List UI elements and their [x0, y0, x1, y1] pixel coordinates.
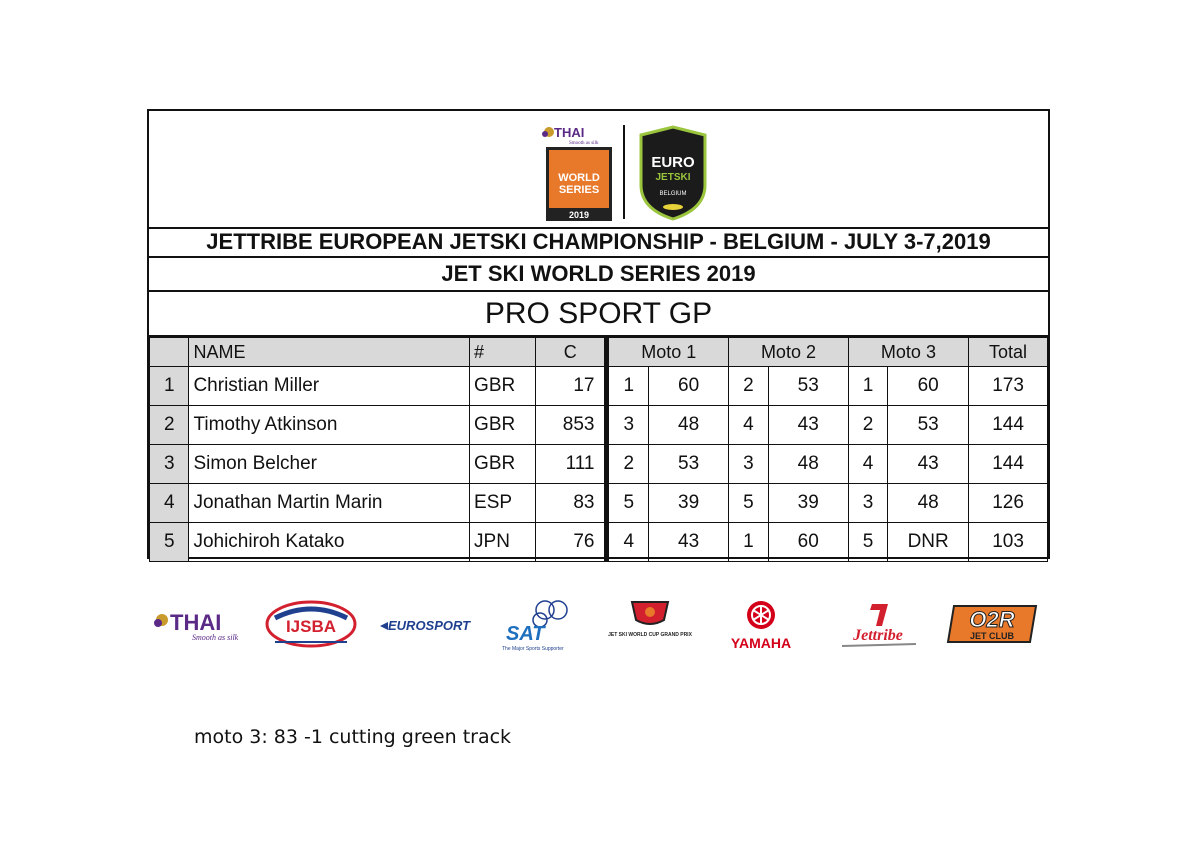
series-title: JET SKI WORLD SERIES 2019 [149, 258, 1048, 292]
nationality: GBR [470, 406, 536, 445]
euro-jetski-logo [633, 123, 713, 223]
nationality: JPN [470, 523, 536, 562]
moto3-position: 2 [848, 406, 887, 445]
rank-cell: 3 [150, 445, 189, 484]
moto3-position: 5 [848, 523, 887, 562]
table-row [150, 484, 1048, 523]
class-title: PRO SPORT GP [149, 292, 1048, 337]
craft-number: 111 [535, 445, 607, 484]
sponsor-jettribe-text: Jettribe [853, 627, 903, 644]
rider-name: Timothy Atkinson [189, 406, 470, 445]
rank-cell: 4 [150, 484, 189, 523]
moto2-position: 4 [729, 406, 769, 445]
table-row [150, 406, 1048, 445]
rank-header [150, 338, 189, 367]
table-row [150, 367, 1048, 406]
yamaha-logo [725, 598, 797, 654]
moto2-points: 53 [768, 367, 848, 406]
moto3-points: 53 [888, 406, 969, 445]
jet-ski-world-cup-logo [608, 598, 692, 654]
moto2-points: 39 [768, 484, 848, 523]
sponsor-ijsba-text: IJSBA [285, 617, 337, 636]
logo-euro-text-1: EURO [651, 154, 695, 171]
table-header-row [150, 338, 1048, 367]
nationality: GBR [470, 367, 536, 406]
moto1-points: 43 [649, 523, 729, 562]
rank-cell: 2 [150, 406, 189, 445]
rider-name: Jonathan Martin Marin [189, 484, 470, 523]
moto1-position: 5 [607, 484, 649, 523]
number-header: # [470, 338, 536, 367]
rider-name: Christian Miller [189, 367, 470, 406]
logo-euro-text-2: JETSKI [655, 172, 691, 183]
moto1-position: 4 [607, 523, 649, 562]
rank-cell: 1 [150, 367, 189, 406]
eurosport-logo [378, 598, 474, 654]
moto3-position: 4 [848, 445, 887, 484]
craft-number: 76 [535, 523, 607, 562]
moto3-points: 48 [888, 484, 969, 523]
logo-thai-tagline: Smooth as silk [569, 141, 599, 146]
moto3-header: Moto 3 [848, 338, 968, 367]
rider-name: Johichiroh Katako [189, 523, 470, 562]
moto1-points: 39 [649, 484, 729, 523]
moto2-position: 1 [729, 523, 769, 562]
moto2-position: 3 [729, 445, 769, 484]
sponsor-o2r-sub: JET CLUB [969, 631, 1015, 641]
sponsor-eurosport-text: EUROSPORT [388, 618, 471, 633]
logo-ws-text-2: SERIES [558, 184, 600, 196]
moto1-header: Moto 1 [607, 338, 729, 367]
total-points: 144 [969, 406, 1048, 445]
event-title: JETTRIBE EUROPEAN JETSKI CHAMPIONSHIP - BELGIUM - JULY 3-7,2019 [149, 227, 1048, 258]
o2r-jet-club-logo [946, 598, 1040, 654]
logo-thai-text: THAI [554, 125, 585, 140]
total-points: 126 [969, 484, 1048, 523]
logo-euro-sub: BELGIUM [659, 191, 687, 197]
total-header: Total [969, 338, 1048, 367]
table-row [150, 445, 1048, 484]
thai-airways-logo [152, 598, 252, 654]
moto3-points: DNR [888, 523, 969, 562]
total-points: 144 [969, 445, 1048, 484]
craft-number: 17 [535, 367, 607, 406]
moto1-position: 3 [607, 406, 649, 445]
table-row [150, 523, 1048, 562]
ijsba-logo [265, 598, 357, 654]
nationality: ESP [470, 484, 536, 523]
moto3-points: 60 [888, 367, 969, 406]
results-sheet [147, 109, 1050, 559]
jettribe-logo [830, 598, 926, 654]
moto1-points: 53 [649, 445, 729, 484]
sponsor-sat-tagline: The Major Sports Supporter [502, 646, 564, 652]
header-logos [149, 111, 1048, 229]
moto2-header: Moto 2 [729, 338, 849, 367]
moto2-points: 43 [768, 406, 848, 445]
sponsor-strip [150, 598, 1050, 658]
nationality: GBR [470, 445, 536, 484]
rider-name: Simon Belcher [189, 445, 470, 484]
craft-number: 83 [535, 484, 607, 523]
sat-logo [500, 598, 580, 654]
total-points: 103 [969, 523, 1048, 562]
footnote: moto 3: 83 -1 cutting green track [194, 726, 512, 748]
sponsor-sat-text: SAT [506, 623, 545, 645]
moto2-position: 2 [729, 367, 769, 406]
sponsor-worldcup-text: JET SKI WORLD CUP GRAND PRIX [608, 632, 692, 638]
logo-ws-year: 2019 [568, 210, 590, 220]
moto1-points: 48 [649, 406, 729, 445]
sponsor-o2r-text: O2R [969, 607, 1015, 632]
moto2-points: 60 [768, 523, 848, 562]
craft-number: 853 [535, 406, 607, 445]
moto3-position: 1 [848, 367, 887, 406]
logo-divider [623, 125, 625, 219]
moto1-position: 2 [607, 445, 649, 484]
logo-ws-text-1: WORLD [558, 172, 600, 184]
c-header: C [535, 338, 607, 367]
moto2-points: 48 [768, 445, 848, 484]
name-header: NAME [189, 338, 470, 367]
moto2-position: 5 [729, 484, 769, 523]
rank-cell: 5 [150, 523, 189, 562]
sponsor-thai-tagline: Smooth as silk [192, 633, 239, 642]
sponsor-yamaha-text: YAMAHA [730, 635, 792, 651]
thai-world-series-logo [535, 123, 625, 223]
moto3-points: 43 [888, 445, 969, 484]
total-points: 173 [969, 367, 1048, 406]
results-table [149, 337, 1048, 562]
moto3-position: 3 [848, 484, 887, 523]
moto1-points: 60 [649, 367, 729, 406]
moto1-position: 1 [607, 367, 649, 406]
sponsor-thai-text: THAI [170, 610, 222, 635]
